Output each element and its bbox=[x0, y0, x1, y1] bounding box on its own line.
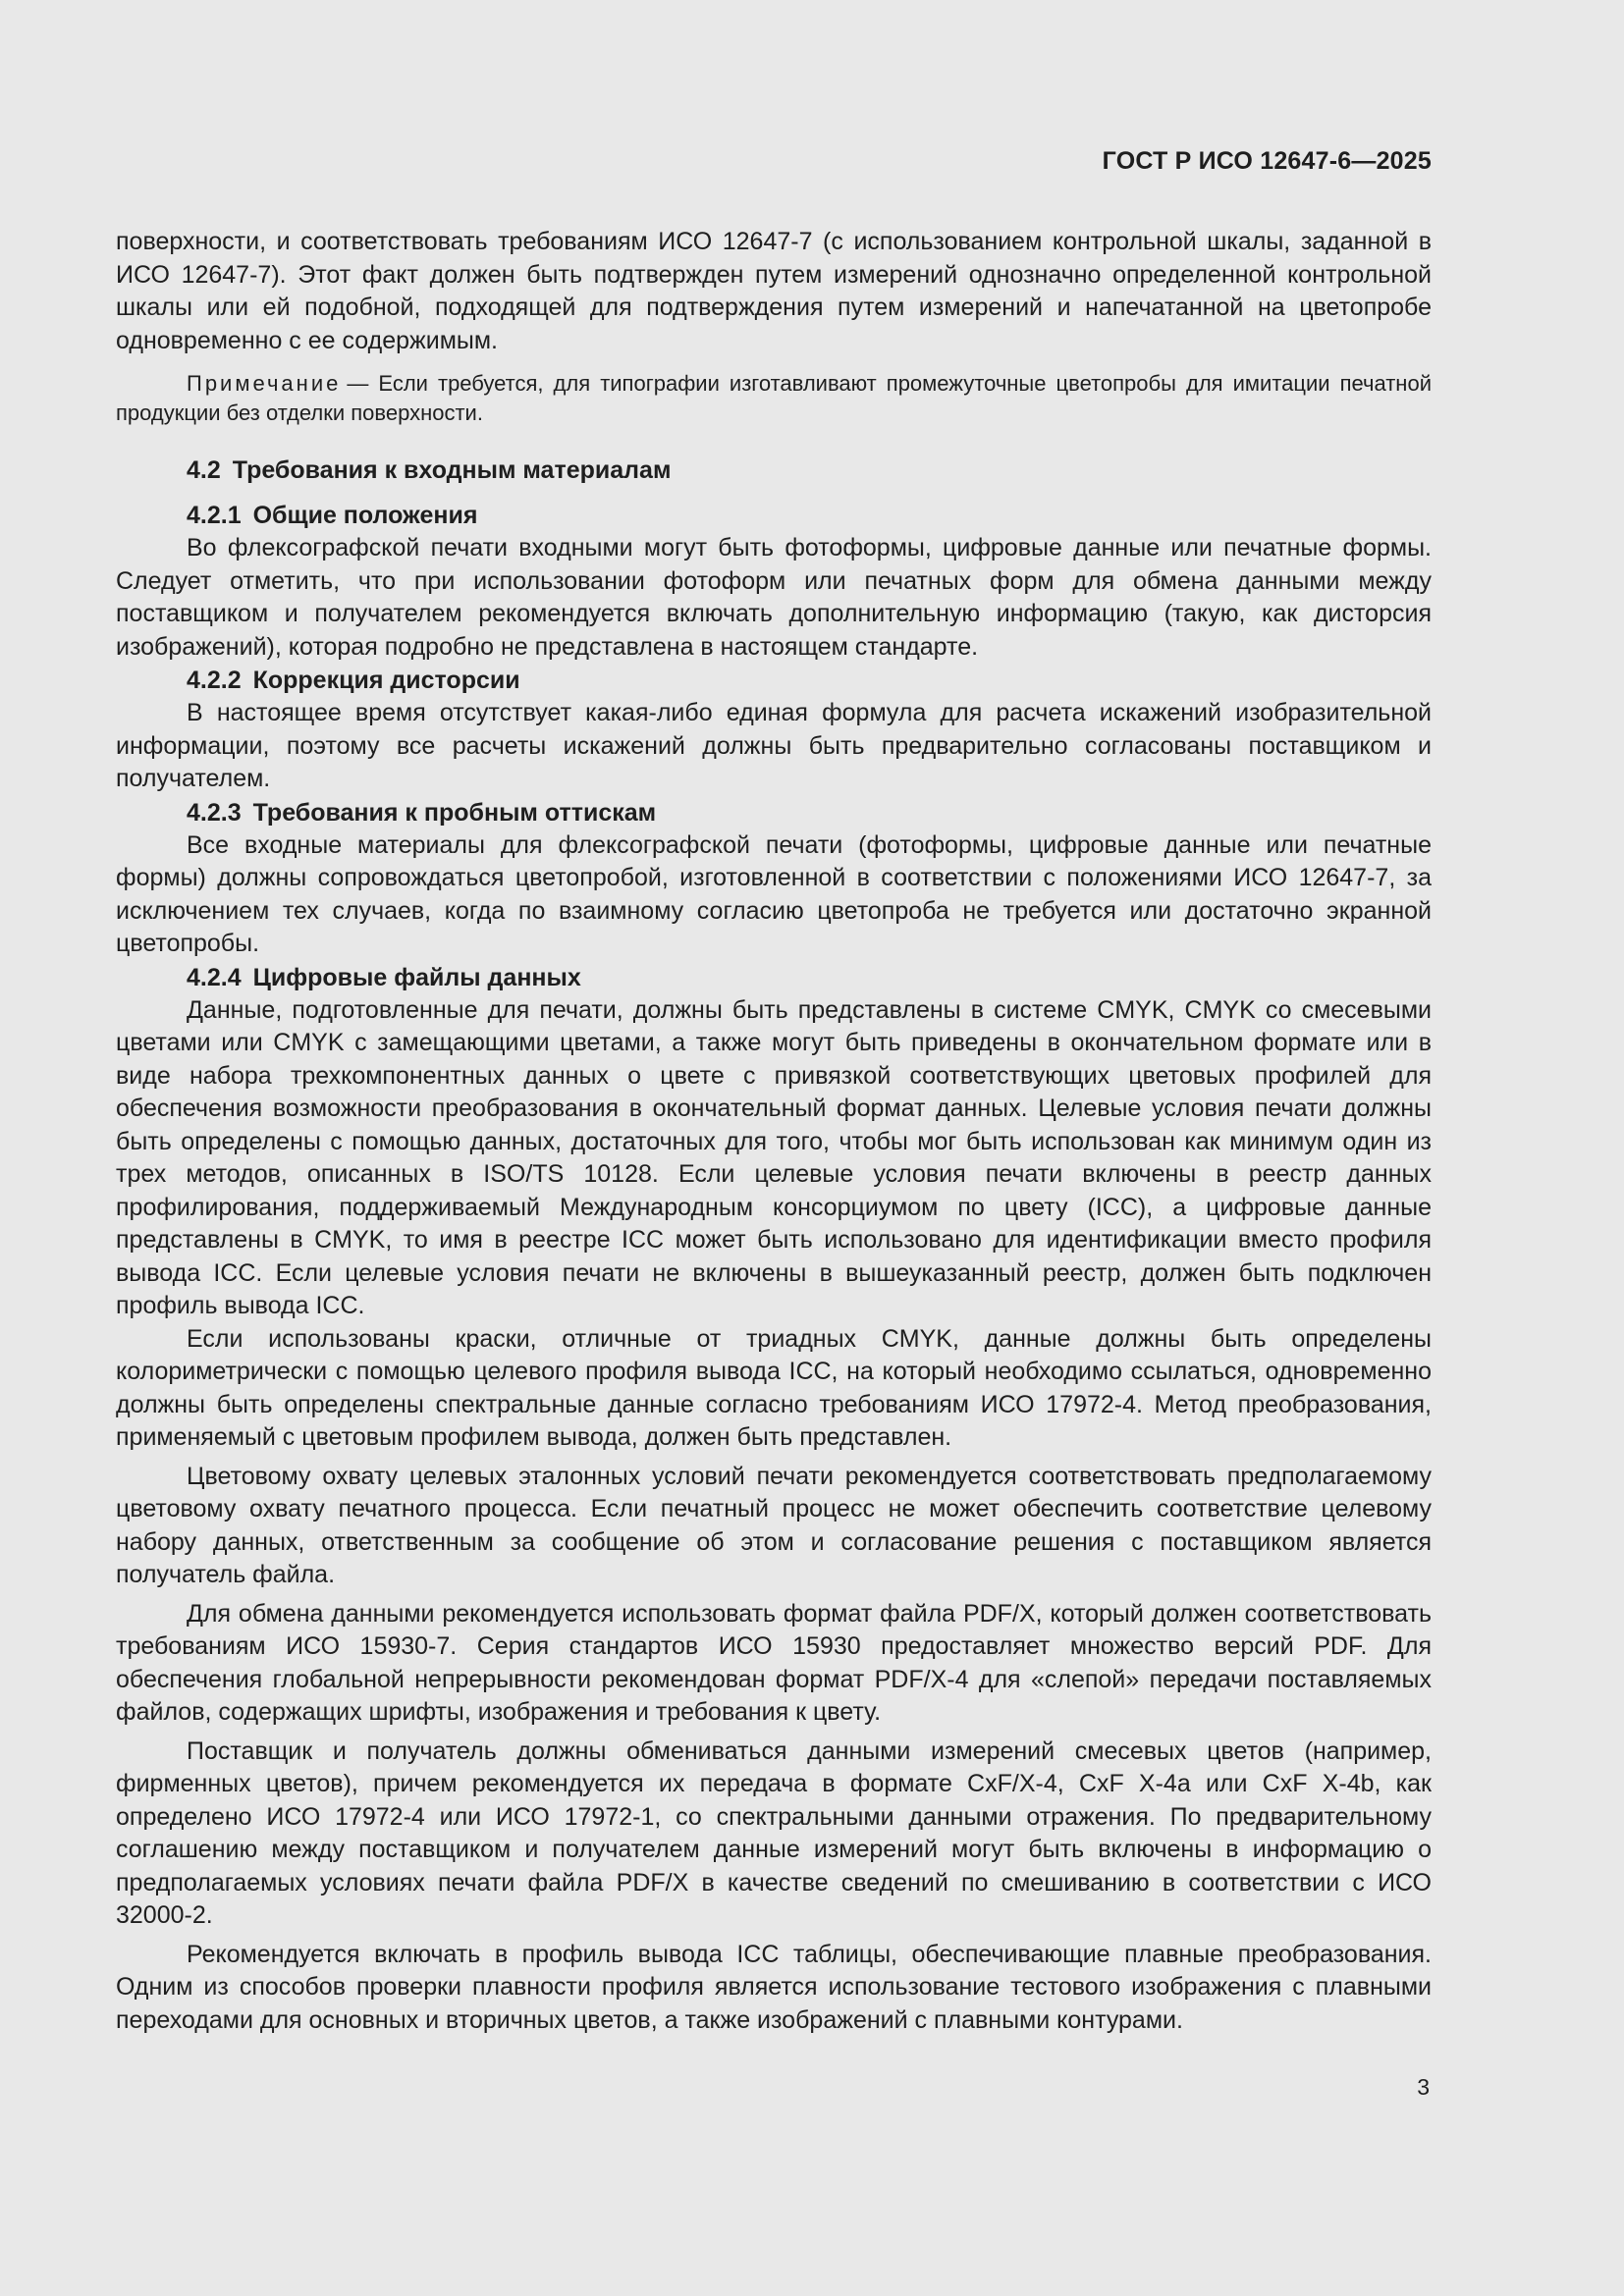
intro-paragraph: поверхности, и соответствовать требованиям ИСО 12647-7 (с использованием контрольной шкалы, заданной в ИСО 12647-7). Этот факт должен быть подтвержден путем измерений однозначно определенной контрольной шкалы или ей подобной, подходящей для подтверждения путем измерений и напечатанной на цветопробе одновременно с ее содержимым. bbox=[116, 228, 1432, 354]
paragraph: Во флексографской печати входными могут быть фотоформы, цифровые данные или печатные формы. Следует отметить, что при использовании фотоформ или печатных форм для обмена данными между поставщиком и получателем рекомендуется включать дополнительную информацию (такую, как дисторсия изображений), которая подробно не представлена в настоящем стандарте. bbox=[116, 534, 1432, 661]
page-content bbox=[116, 226, 1432, 2037]
section-number: 4.2.3 bbox=[187, 798, 242, 827]
section-heading-4-2 bbox=[116, 454, 1432, 487]
section-heading-4-2-2 bbox=[116, 664, 1432, 697]
paragraph: Рекомендуется включать в профиль вывода ICC таблицы, обеспечивающие плавные преобразования. Одним из способов проверки плавности профиля является использование тестового изображения с плавными переходами для основных и вторичных цветов, а также изображений с плавными контурами. bbox=[116, 1940, 1432, 2034]
section-number: 4.2.2 bbox=[187, 667, 242, 694]
section-title: Общие положения bbox=[252, 502, 478, 529]
section-title: Требования к пробным оттискам bbox=[252, 798, 657, 827]
paragraph: Данные, подготовленные для печати, должны быть представлены в системе CMYK, CMYK со смесевыми цветами или CMYK с замещающими цветами, а также могут быть приведены в окончательном формате или в виде набора трехкомпонентных данных о цвете с привязкой соответствующих цветовых профилей для обеспечения возможности преобразования в окончательный формат данных. Целевые условия печати должны быть определены с помощью данных, достаточных для того, чтобы мог быть использован как минимум один из трех методов, описанных в ISO/TS 10128. Если целевые условия печати включены в реестр данных профилирования, поддерживаемый Международным консорциумом по цвету (ICC), а цифровые данные представлены в CMYK, то имя в реестре ICC может быть использовано для идентификации вместо профиля вывода ICC. Если целевые условия печати не включены в вышеуказанный реестр, должен быть подключен профиль вывода ICC. bbox=[116, 995, 1432, 1319]
section-title: Цифровые файлы данных bbox=[252, 963, 581, 991]
section-heading-4-2-3 bbox=[116, 796, 1432, 829]
page-number: 3 bbox=[1417, 2074, 1430, 2100]
paragraph: Поставщик и получатель должны обмениваться данными измерений смесевых цветов (например, фирменных цветов), причем рекомендуется их передача в формате CxF/X-4, CxF X-4a или CxF X-4b, как определено ИСО 17972-4 или ИСО 17972-1, со спектральными данными отражения. По предварительному соглашению между поставщиком и получателем данные измерений могут быть включены в информацию о предполагаемых условиях печати файла PDF/X в качестве сведений по смешиванию в соответствии с ИСО 32000-2. bbox=[116, 1736, 1432, 1929]
paragraph: Для обмена данными рекомендуется использовать формат файла PDF/X, который должен соответствовать требованиям ИСО 15930-7. Серия стандартов ИСО 15930 предоставляет множество версий PDF. Для обеспечения глобальной непрерывности рекомендован формат PDF/X-4 для «слепой» передачи поставляемых файлов, содержащих шрифты, изображения и требования к цвету. bbox=[116, 1599, 1432, 1726]
paragraph: Все входные материалы для флексографской печати (фотоформы, цифровые данные или печатные формы) должны сопровождаться цветопробой, изготовленной в соответствии с положениями ИСО 12647-7, за исключением тех случаев, когда по взаимному согласию цветопроба не требуется или достаточно экранной цветопробы. bbox=[116, 830, 1432, 957]
note-text: — Если требуется, для типографии изготавливают промежуточные цветопробы для имитации печатной продукции без отделки поверхности. bbox=[116, 371, 1432, 425]
note bbox=[116, 369, 1432, 428]
paragraph: Если использованы краски, отличные от триадных CMYK, данные должны быть определены колориметрически с помощью целевого профиля вывода ICC, на который необходимо ссылаться, одновременно должны быть определены спектральные данные согласно требованиям ИСО 17972-4. Метод преобразования, применяемый с цветовым профилем вывода, должен быть представлен. bbox=[116, 1324, 1432, 1451]
note-label: Примечание bbox=[187, 371, 342, 396]
paragraph: Цветовому охвату целевых эталонных условий печати рекомендуется соответствовать предполагаемому цветовому охвату печатного процесса. Если печатный процесс не может обеспечить соответствие целевому набору данных, ответственным за сообщение об этом и согласование решения с поставщиком является получатель файла. bbox=[116, 1462, 1432, 1588]
document-code-header: ГОСТ Р ИСО 12647-6—2025 bbox=[1102, 147, 1432, 175]
section-heading-4-2-4 bbox=[116, 961, 1432, 994]
section-number: 4.2.1 bbox=[187, 502, 242, 529]
section-title: Требования к входным материалам bbox=[232, 456, 672, 484]
section-number: 4.2 bbox=[187, 456, 221, 484]
section-heading-4-2-1 bbox=[116, 499, 1432, 532]
section-title: Коррекция дисторсии bbox=[252, 667, 520, 694]
paragraph: В настоящее время отсутствует какая-либо единая формула для расчета искажений изобразительной информации, поэтому все расчеты искажений должны быть предварительно согласованы поставщиком и получателем. bbox=[116, 699, 1432, 792]
section-number: 4.2.4 bbox=[187, 963, 242, 991]
